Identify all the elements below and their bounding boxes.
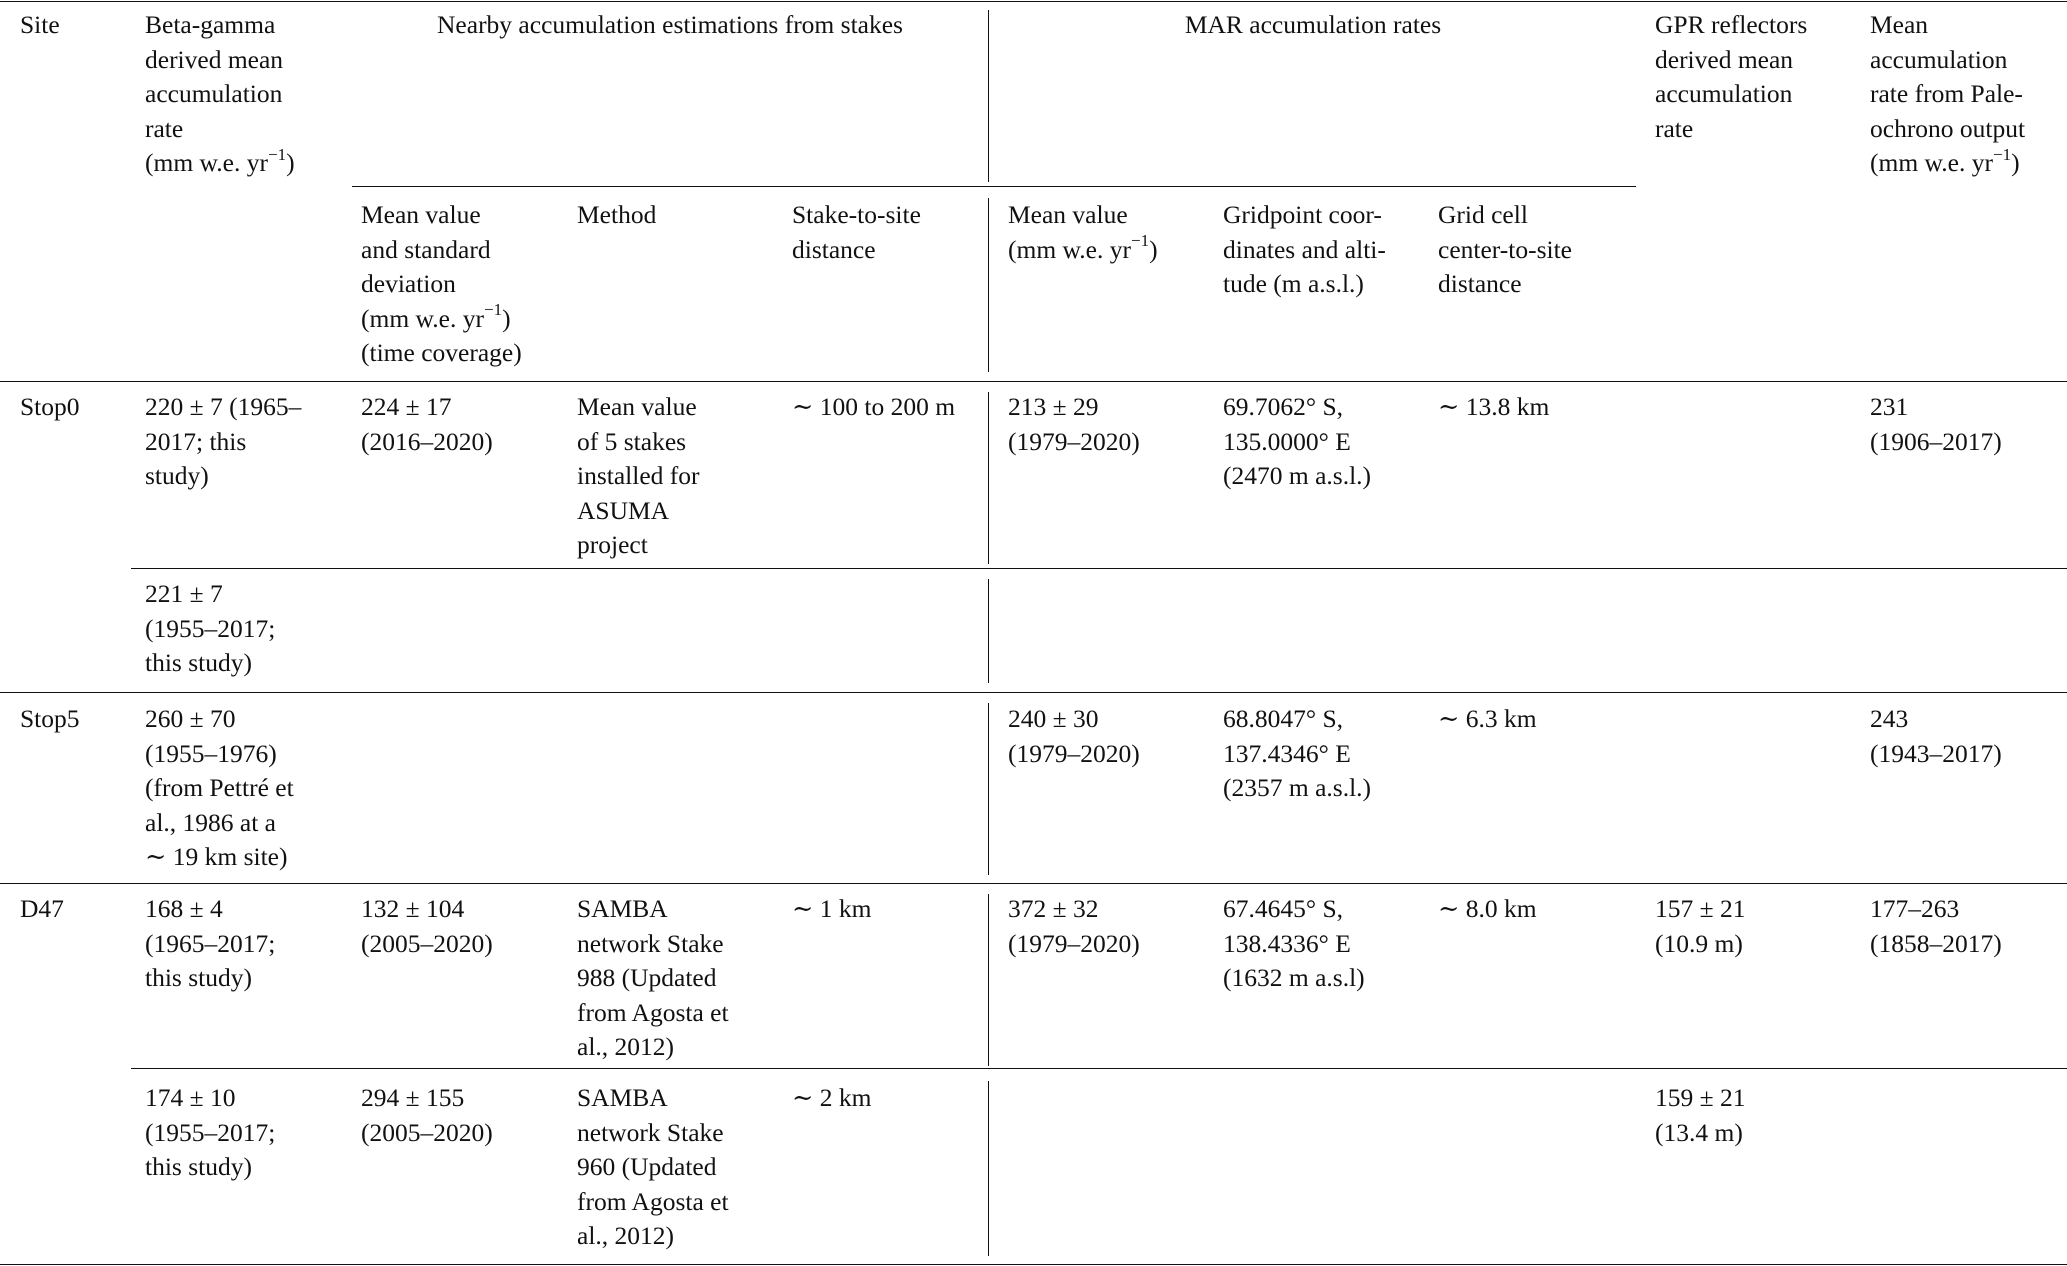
d47-method-2: SAMBA network Stake 960 (Updated from Agosta et al., 2012) <box>577 1083 729 1250</box>
stop5-bottom-rule <box>0 883 2067 884</box>
header-stakes-group: Nearby accumulation estimations from stakes <box>437 10 903 39</box>
d47-paleo: 177–263 (1858–2017) <box>1870 894 2002 958</box>
stop0-subrow-rule <box>131 568 2067 569</box>
exponent: −1 <box>1130 231 1150 250</box>
header-mar-mean: Mean value (mm w.e. $yr^{-1}$) <box>1008 200 1158 264</box>
header-mar-grid: Gridpoint coor- dinates and alti- tude (m a.s.l.) <box>1223 200 1386 298</box>
stop5-beta: 260 ± 70 (1955–1976) (from Pettré et al., 1986 at a ∼ 19 km site) <box>145 704 294 871</box>
d47-gpr-2: 159 ± 21 (13.4 m) <box>1655 1083 1746 1147</box>
table-top-rule <box>0 1 2067 2</box>
d47-distance-2: ∼ 2 km <box>792 1083 872 1112</box>
header-gpr: GPR reflectors derived mean accumulation rate <box>1655 10 1808 143</box>
d47-mar-grid: 67.4645° S, 138.4336° E (1632 m a.s.l) <box>1223 894 1365 992</box>
stop5-paleo: 243 (1943–2017) <box>1870 704 2002 768</box>
stop0-mar-grid: 69.7062° S, 135.0000° E (2470 m a.s.l.) <box>1223 392 1372 490</box>
exponent: −1 <box>267 144 287 164</box>
stop0-paleo: 231 (1906–2017) <box>1870 392 2002 456</box>
stop0-mar-distance: ∼ 13.8 km <box>1438 392 1550 421</box>
stop0-site: Stop0 <box>20 392 80 421</box>
d47-mar-mean: 372 ± 32 (1979–2020) <box>1008 894 1140 958</box>
d47-r1-divider <box>988 894 989 1066</box>
d47-mar-distance: ∼ 8.0 km <box>1438 894 1537 923</box>
stop0-beta-2: 221 ± 7 (1955–2017; this study) <box>145 579 276 677</box>
stop5-site: Stop5 <box>20 704 80 733</box>
stop0-r2-divider <box>988 579 989 683</box>
d47-beta-2: 174 ± 10 (1955–2017; this study) <box>145 1083 276 1181</box>
exponent: −1 <box>1992 144 2012 164</box>
d47-gpr: 157 ± 21 (10.9 m) <box>1655 894 1746 958</box>
header-mar-distance: Grid cell center-to-site distance <box>1438 200 1572 298</box>
d47-stake-mean: 132 ± 104 (2005–2020) <box>361 894 493 958</box>
header-paleo: Mean accumulation rate from Pale- ochrono output (mm w.e. $yr^{-1}$) <box>1870 10 2026 177</box>
stop0-distance: ∼ 100 to 200 m <box>792 392 956 421</box>
table-bottom-rule <box>0 1264 2067 1265</box>
d47-subrow-rule <box>131 1068 2067 1069</box>
header-group-divider <box>988 10 989 182</box>
stop5-mar-mean: 240 ± 30 (1979–2020) <box>1008 704 1140 768</box>
header-stake-method: Method <box>577 200 657 229</box>
stop5-mar-distance: ∼ 6.3 km <box>1438 704 1537 733</box>
d47-r2-divider <box>988 1081 989 1256</box>
stop0-method: Mean value of 5 stakes installed for ASUMA project <box>577 392 700 559</box>
stop5-divider <box>988 703 989 875</box>
header-bottom-rule <box>0 381 2067 382</box>
stop0-stake-mean: 224 ± 17 (2016–2020) <box>361 392 493 456</box>
header-beta-gamma: Beta-gamma derived mean accumulation rate (mm w.e. $yr^{-1}$) <box>145 10 295 177</box>
header-mar-group: MAR accumulation rates <box>1184 10 1442 39</box>
header-group-rule <box>352 186 1636 187</box>
d47-beta: 168 ± 4 (1965–2017; this study) <box>145 894 276 992</box>
exponent: −1 <box>483 300 503 319</box>
d47-method: SAMBA network Stake 988 (Updated from Agosta et al., 2012) <box>577 894 729 1061</box>
stop0-r1-divider <box>988 392 989 564</box>
header-sub-divider <box>988 198 989 372</box>
header-stake-mean: Mean value and standard deviation (mm w.e. $yr^{-1}$) (time coverage) <box>361 200 522 367</box>
d47-site: D47 <box>20 894 64 923</box>
stop0-bottom-rule <box>0 692 2067 693</box>
header-stake-distance: Stake-to-site distance <box>792 200 921 264</box>
d47-stake-mean-2: 294 ± 155 (2005–2020) <box>361 1083 493 1147</box>
header-site: Site <box>20 10 60 39</box>
d47-distance: ∼ 1 km <box>792 894 872 923</box>
stop0-mar-mean: 213 ± 29 (1979–2020) <box>1008 392 1140 456</box>
stop0-beta: 220 ± 7 (1965– 2017; this study) <box>145 392 302 490</box>
stop5-mar-grid: 68.8047° S, 137.4346° E (2357 m a.s.l.) <box>1223 704 1372 802</box>
